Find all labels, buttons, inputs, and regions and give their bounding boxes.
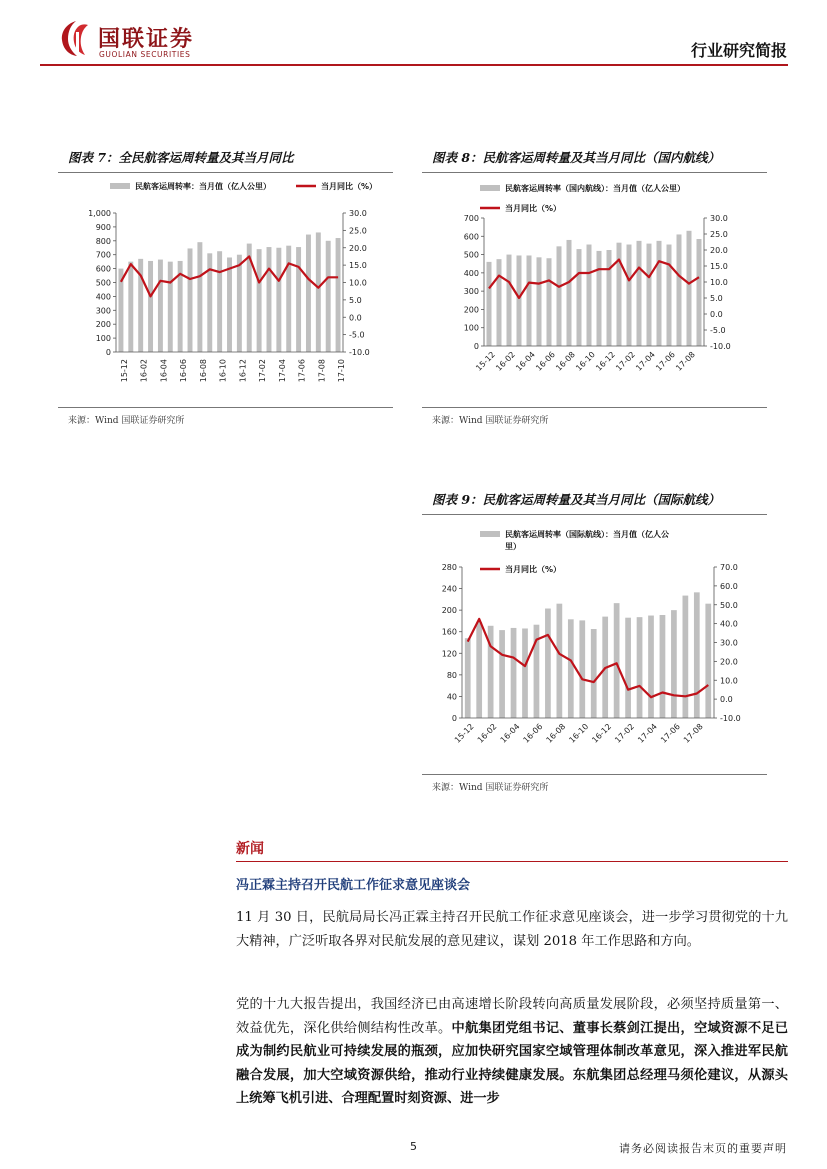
bar (617, 243, 622, 346)
figure-7-source: 来源：Wind 国联证券研究所 (68, 416, 185, 426)
x-tick-label: 16-04 (498, 722, 522, 745)
bar (465, 638, 471, 718)
left-tick-label: 0 (105, 348, 111, 357)
x-tick-label: 16-04 (514, 350, 537, 373)
figure-8-top-rule (422, 172, 767, 173)
right-tick-label: 60.0 (720, 581, 738, 591)
x-tick-label: 17-08 (674, 350, 697, 373)
x-tick-label: 16-10 (567, 722, 591, 745)
bar (667, 245, 672, 346)
x-tick-label: 17-02 (613, 722, 637, 745)
right-tick-label: 0.0 (710, 310, 723, 319)
figure-8-source: 来源：Wind 国联证券研究所 (432, 416, 549, 426)
bar (507, 255, 512, 346)
bar (487, 262, 492, 346)
x-tick-label: 17-04 (636, 722, 659, 745)
right-tick-label: 30.0 (349, 209, 367, 218)
right-tick-label: 10.0 (710, 278, 728, 287)
x-tick-label: 16-10 (218, 359, 228, 383)
right-tick-label: -10.0 (710, 342, 731, 351)
bar (497, 259, 502, 346)
left-tick-label: 300 (463, 287, 479, 297)
figure-7-top-rule (58, 172, 393, 173)
legend-label: 民航客运周转率（国际航线）：当月值（亿人公 (505, 530, 669, 539)
right-tick-label: 70.0 (720, 563, 738, 572)
figure-8-chart (422, 175, 767, 405)
bar (227, 257, 232, 352)
legend-label: 民航客运周转率（国内航线）：当月值（亿人公里） (505, 184, 685, 193)
bar (336, 238, 341, 352)
bar (326, 241, 331, 352)
bar (705, 604, 711, 718)
x-tick-label: 17-02 (258, 359, 268, 383)
news-heading: 新闻 (236, 841, 264, 857)
x-tick-label: 15-12 (119, 359, 129, 383)
legend-bar-swatch (480, 531, 500, 537)
left-tick-label: 0 (451, 714, 457, 723)
right-tick-label: 20.0 (720, 657, 738, 667)
bar (694, 592, 700, 718)
document-type: 行业研究简报 (690, 41, 787, 60)
figure-9-source: 来源：Wind 国联证券研究所 (432, 783, 549, 793)
news-paragraph-2 (236, 993, 788, 1111)
x-tick-label: 17-10 (337, 359, 347, 383)
legend-bar-swatch (110, 183, 130, 189)
x-tick-label: 16-02 (139, 359, 149, 383)
bar (657, 241, 662, 346)
x-tick-label: 16-08 (198, 359, 208, 383)
bar (587, 245, 592, 346)
right-tick-label: 15.0 (710, 262, 728, 271)
bar (267, 247, 272, 352)
x-tick-label: 16-08 (544, 722, 568, 745)
legend-label: 当月同比（%） (505, 204, 562, 213)
logo-subtitle: GUOLIAN SECURITIES (99, 50, 191, 59)
left-tick-label: 600 (95, 264, 111, 274)
bar (671, 610, 677, 718)
figure-7-chart (58, 175, 398, 405)
bar (276, 248, 281, 352)
figure-9-title: 图表 9：民航客运周转量及其当月同比（国际航线） (432, 492, 721, 507)
news-divider (236, 861, 788, 862)
figure-9-top-rule (422, 514, 767, 515)
bar (148, 261, 153, 352)
right-tick-label: 40.0 (720, 619, 738, 629)
page-number: 5 (410, 1140, 417, 1153)
bar (568, 619, 574, 718)
right-tick-label: 20.0 (710, 246, 728, 255)
figure-9-chart (422, 517, 767, 772)
left-tick-label: 700 (95, 250, 111, 260)
bar (158, 260, 163, 352)
x-tick-label: 16-02 (494, 350, 517, 373)
footer-disclaimer: 请务必阅读报告末页的重要声明 (619, 1142, 787, 1155)
bar (257, 249, 262, 352)
bar (547, 258, 552, 346)
bar (687, 231, 692, 346)
bar (517, 255, 522, 346)
bar (217, 251, 222, 352)
bar (197, 242, 202, 352)
bar (567, 240, 572, 346)
x-tick-label: 16-10 (574, 350, 597, 373)
bar (579, 620, 585, 718)
right-tick-label: 5.0 (349, 295, 362, 305)
left-tick-label: 160 (441, 627, 457, 637)
figure-7-bottom-rule (58, 407, 393, 408)
x-tick-label: 16-12 (590, 722, 614, 745)
x-tick-label: 17-06 (659, 722, 682, 745)
news-subheading: 冯正霖主持召开民航工作征求意见座谈会 (236, 878, 471, 893)
right-tick-label: 25.0 (710, 230, 728, 239)
bar (316, 232, 321, 352)
bar (527, 255, 532, 346)
x-tick-label: 16-06 (534, 350, 557, 373)
bar (614, 603, 620, 718)
left-tick-label: 900 (95, 222, 111, 232)
left-tick-label: 300 (95, 306, 111, 316)
right-tick-label: 15.0 (349, 261, 367, 271)
legend-bar-swatch (480, 185, 500, 191)
bar (511, 628, 517, 718)
logo-text: 国联证券 (98, 27, 195, 52)
bar (647, 244, 652, 346)
left-tick-label: 500 (95, 278, 111, 288)
right-tick-label: -10.0 (720, 714, 741, 723)
bar (683, 596, 689, 718)
news-paragraph-2-bold: 中航集团党组书记、董事长蔡剑江提出，空域资源不足已成为制约民航业可持续发展的瓶颈，应加快研究国家空域管理体制改革意见，深入推进军民航融合发展，加大空域资源供给，推动行业持续健康发展。东航集团总经理马须伦建议，从源头上统筹飞机引进、合理配置时刻资源、进一步 (236, 1020, 789, 1106)
bar (306, 235, 311, 352)
x-tick-label: 17-06 (654, 350, 677, 373)
header-divider (40, 64, 788, 66)
bar (476, 622, 482, 718)
left-tick-label: 100 (463, 323, 479, 333)
bar (168, 262, 173, 352)
bar (286, 246, 291, 352)
bar (697, 239, 702, 346)
x-tick-label: 16-04 (159, 359, 169, 383)
x-tick-label: 16-12 (238, 359, 248, 383)
bar (557, 604, 563, 718)
figure-8-bottom-rule (422, 407, 767, 408)
bar (557, 246, 562, 346)
left-tick-label: 280 (441, 563, 457, 572)
bar (607, 250, 612, 346)
left-tick-label: 240 (441, 584, 457, 594)
left-tick-label: 500 (463, 250, 479, 260)
x-tick-label: 16-12 (594, 350, 617, 373)
bar (637, 241, 642, 346)
bar (522, 628, 528, 718)
bar (591, 629, 597, 718)
bar (660, 615, 666, 718)
news-paragraph-2-normal: 党的十九大报告提出，我国经济已由高速增长阶段转向高质量发展阶段，必须坚持质量第一、效益优先，深化供给侧结构性改革。 (236, 997, 788, 1036)
bar (648, 616, 654, 718)
left-tick-label: 200 (441, 606, 457, 616)
x-tick-label: 15-12 (474, 350, 497, 373)
x-tick-label: 15-12 (452, 722, 476, 745)
left-tick-label: 40 (446, 692, 457, 702)
x-tick-label: 17-08 (681, 722, 705, 745)
logo-icon (58, 18, 94, 58)
left-tick-label: 800 (95, 236, 111, 246)
left-tick-label: 600 (463, 232, 479, 242)
news-paragraph-1-text: 11 月 30 日，民航局局长冯正霖主持召开民航工作征求意见座谈会，进一步学习贯彻党的十九大精神，广泛听取各界对民航发展的意见建议，谋划 2018 年工作思路和方向。 (236, 910, 788, 949)
bar (677, 234, 682, 346)
left-tick-label: 400 (95, 292, 111, 302)
x-tick-label: 16-08 (554, 350, 577, 373)
right-tick-label: 50.0 (720, 600, 738, 610)
right-tick-label: 10.0 (349, 278, 367, 288)
right-tick-label: 30.0 (720, 638, 738, 648)
left-tick-label: 1,000 (88, 209, 111, 218)
left-tick-label: 0 (473, 342, 479, 351)
bar (296, 247, 301, 352)
legend-label-continued: 里） (505, 542, 521, 551)
left-tick-label: 80 (446, 670, 457, 680)
left-tick-label: 700 (463, 214, 479, 223)
bar (537, 257, 542, 346)
bar (597, 251, 602, 346)
bar (545, 609, 551, 718)
right-tick-label: 25.0 (349, 226, 367, 236)
right-tick-label: 0.0 (349, 313, 362, 323)
bar (499, 630, 505, 718)
x-tick-label: 16-02 (475, 722, 499, 745)
x-tick-label: 17-08 (317, 359, 327, 383)
left-tick-label: 100 (95, 334, 111, 344)
left-tick-label: 200 (463, 305, 479, 315)
legend-label: 民航客运周转率：当月值（亿人公里） (135, 182, 271, 191)
right-tick-label: -10.0 (349, 348, 370, 357)
x-tick-label: 17-04 (634, 350, 657, 373)
x-tick-label: 16-06 (521, 722, 545, 745)
bar (577, 249, 582, 346)
bar (207, 253, 212, 352)
left-tick-label: 120 (441, 649, 457, 659)
right-tick-label: 5.0 (710, 294, 723, 303)
figure-7-title: 图表 7：全民航客运周转量及其当月同比 (68, 150, 294, 165)
bar (188, 248, 193, 352)
bar (625, 618, 631, 718)
left-tick-label: 400 (463, 268, 479, 278)
bar (237, 255, 242, 352)
legend-label: 当月同比（%） (321, 182, 378, 191)
figure-9-bottom-rule (422, 774, 767, 775)
figure-8-title: 图表 8：民航客运周转量及其当月同比（国内航线） (432, 150, 721, 165)
bar (128, 262, 133, 352)
news-paragraph-1 (236, 906, 788, 953)
legend-label: 当月同比（%） (505, 565, 562, 574)
right-tick-label: -5.0 (710, 326, 726, 335)
x-tick-label: 17-06 (297, 359, 307, 383)
x-tick-label: 17-02 (614, 350, 637, 373)
bar (627, 245, 632, 346)
right-tick-label: 0.0 (720, 695, 733, 705)
x-tick-label: 17-04 (277, 359, 287, 383)
right-tick-label: -5.0 (349, 330, 365, 340)
left-tick-label: 200 (95, 320, 111, 330)
right-tick-label: 20.0 (349, 243, 367, 253)
bar (637, 617, 643, 718)
x-tick-label: 16-06 (179, 359, 189, 383)
right-tick-label: 30.0 (710, 214, 728, 223)
right-tick-label: 10.0 (720, 676, 738, 686)
